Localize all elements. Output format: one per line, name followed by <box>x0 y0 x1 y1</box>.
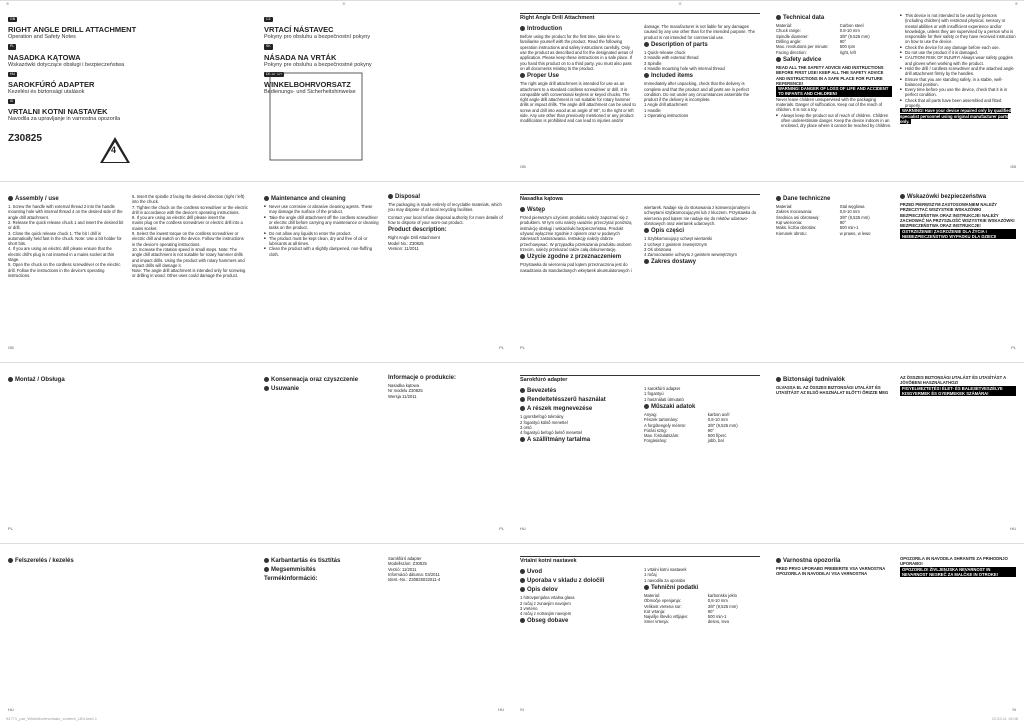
safety-heading: Varnostna opozorila <box>776 558 892 565</box>
intro-heading: Introduction <box>520 26 636 33</box>
tech-label: Spindle diameter: <box>776 33 809 39</box>
tech-row <box>776 231 892 236</box>
cover-title: WINKELBOHRVORSATZ <box>264 79 351 89</box>
info-line: Wersja 11/2011 <box>388 393 417 399</box>
tech-label: Material: <box>776 23 793 29</box>
maintenance-heading: Konserwacja oraz czyszczenie <box>264 377 380 384</box>
pl-page-3 <box>0 371 256 533</box>
tech-label: Kierunek obrotu: <box>776 230 807 236</box>
assembly-step: 5. Open the chuck on the cordless screwdriver or the electric drill. Follow the instructions in the device's operating instructions. <box>8 262 121 278</box>
tech-value: desno, levo <box>707 619 730 625</box>
info-line: Ident.-No.: Z30825032011-4 <box>388 577 441 583</box>
tech-label: Facing direction: <box>776 49 807 55</box>
pl-page-4 <box>256 371 512 533</box>
info-line: Információ dátuma: 03/2011 <box>388 571 440 577</box>
safety-bullet: ■ CAUTION! RISK OF INJURY! Always wear safety goggles and gloves when working with the product. <box>900 55 1016 66</box>
maintenance-heading: Karbantartás és tisztítás <box>264 558 380 565</box>
tech-value: 3/8" (9,525 mm) <box>839 214 870 220</box>
maintenance-item: ■ Never use corrosive or abrasive cleaning agents. These may damage the surface of the product. <box>264 204 380 215</box>
product-line: Version: 11/2011 <box>388 245 419 251</box>
tech-label: Kąt wiercenia: <box>776 219 803 225</box>
assembly-step: 8. If you are using an electric drill please insert the <box>132 215 226 221</box>
part-item: 2 Uchwyt z gwintem zewnętrznym <box>644 241 708 247</box>
tech-label: Smer vrtenja: <box>644 619 669 625</box>
tech-label: Fészek tartomány: <box>644 417 679 423</box>
cover-subtitle: Bedienungs- und Sicherheitshinweise <box>264 88 356 95</box>
disposal-heading: Disposal <box>388 194 504 201</box>
assembly-step: 10. Increase the rotation speed in small steps. Note: The angle drill attachment is not suitable for rotary hammer drills and impact drills. Using the product with rotary hammers and impact drills will damage it. <box>132 246 245 268</box>
row-2 <box>0 181 1024 359</box>
cover-title: RIGHT ANGLE DRILL ATTACHMENT <box>8 25 137 35</box>
disposal-text-2: Contact your local refuse disposal authority for more details of how to dispose of your worn-out product. <box>388 214 503 225</box>
tech-value: 0,8-10 mm <box>707 417 728 423</box>
part-item: 1 hitrovpenjalna vrtalna glava <box>520 595 575 601</box>
part-item: 1 gyorsbefogó tokmány <box>520 414 564 420</box>
tech-label: Območje vpenjanja: <box>644 598 682 604</box>
tech-row <box>644 619 760 624</box>
part-item: 4 fogantyú befogó belső menettel <box>520 430 582 436</box>
proper-use-heading: Proper Use <box>520 73 636 80</box>
cover-subtitle: Pokyny pre obsluhu a bezpečnostné pokyny <box>264 61 372 68</box>
si-page-2 <box>768 552 1024 714</box>
page-number: HU <box>1010 525 1016 531</box>
tech-label: Kot vrtanja: <box>644 608 666 614</box>
safety-bullet: ■ Check that all parts have been assembled and fitted properly. <box>900 98 1016 109</box>
gb-page-4 <box>256 190 512 352</box>
safety-heading: Wskazówki bezpieczeństwa <box>900 194 1016 201</box>
warning: FIGYELMEZTETÉS! ÉLET- ÉS BALESETVESZÉLYE KISGYERMEK ÉS GYERMEKEK SZÁMÁRA! <box>900 386 1016 397</box>
crop-strip: ⊕ ⊕ ⊕ ⊕ <box>6 1 1018 6</box>
safety-box: OLVASSA EL AZ ÖSSZES BIZTONSÁGI UTALÁST ÉS UTASÍTÁST AZ ELSŐ HASZNÁLAT ELŐTT! ŐRIZZE MEG AZ ÖSSZES BIZTONSÁGI UTALÁST ÉS UTASÍTÁST A JÖVŐBENI HASZNÁLATHOZ! <box>776 375 1007 396</box>
maintenance-list-2 <box>264 231 380 257</box>
page-number: HU <box>520 525 526 531</box>
maintenance-item: ■ Take the angle drill attachment off the cordless screwdriver or electric drill before carrying any maintenance or cleaning tasks on the product. <box>264 215 380 231</box>
gb-page-1 <box>512 9 768 171</box>
cover-subtitle: Navodila za upravljanje in varnostna opozorila <box>8 116 121 123</box>
tech-value: 3/8" (9.525 mm) <box>839 33 870 39</box>
page-number: HU <box>8 706 14 712</box>
pl-page-1 <box>512 190 768 352</box>
product-info <box>388 383 504 399</box>
disposal-heading: Megsemmisítés <box>264 567 380 574</box>
parts-list <box>520 414 636 435</box>
hu-page-2 <box>768 371 1024 533</box>
cover-title: NASADKA KĄTOWA <box>8 52 81 62</box>
tech-heading: Technical data <box>776 15 892 22</box>
included-item: 1 Operating instructions <box>644 113 689 119</box>
tech-label: Chuck range: <box>776 28 801 34</box>
tech-label: Fúrási szög: <box>644 427 667 433</box>
intro-heading: Bevezetés <box>520 388 636 395</box>
model-number: Z30825 <box>8 133 42 145</box>
tech-value: 0,8-10 mm <box>707 598 728 604</box>
cover-page-left <box>0 9 256 171</box>
parts-list <box>520 595 636 616</box>
tech-value: karbon acél <box>707 411 730 417</box>
print-footer: 94771_par_Winkelbohrvorsatz_content_LB4.indd 1 22.03.11 15:08 <box>6 716 1018 721</box>
assembly-step: 9. Select the lowest torque on the cordless screwdriver or electric drill and switch on the device. Follow the instructions in the device's operating instructions. <box>132 231 244 247</box>
tech-value: w prawo, w lewo <box>839 230 871 236</box>
hu-page-3 <box>0 552 256 714</box>
tech-label: Zakres mocowania: <box>776 209 813 215</box>
safety-box: PRZED PIERWSZYM ZASTOSOWANIEM NALEŻY PRZECZYTAĆ WSZYSTKIE WSKAZÓWKI BEZPIECZEŃSTWA ORAZ INSTRUKCJE! NALEŻY ZACHOWAĆ NA PRZYSZŁOŚĆ WSZYSTKIE WSKAZÓWKI BEZPIECZEŃSTWA ORAZ INSTRUKCJE! <box>900 202 1015 229</box>
part-item: 3 vreteno <box>520 605 538 611</box>
language-badge: HU <box>10 71 16 76</box>
assembly-step: 6. Insert the spindle 3 facing the desired direction (right / left) into the chuck. <box>132 194 245 205</box>
tech-label: Materiał: <box>776 204 793 210</box>
tech-table <box>776 204 892 236</box>
tech-heading: Tehnični podatki <box>644 585 760 592</box>
safety-heading: Biztonsági tudnivalók <box>776 377 892 384</box>
tech-value: 500 min-1 <box>839 225 859 231</box>
page-number: HU <box>498 706 504 712</box>
product-desc <box>388 235 504 251</box>
tech-value: 90° <box>707 427 715 433</box>
tech-value: 500 min-1 <box>707 614 727 620</box>
included-item: 1 ročaj <box>644 572 657 578</box>
tech-label: Najvišje število vrtljajev: <box>644 614 689 620</box>
language-badge: DE AT CH <box>266 71 282 76</box>
part-item: 2 ročaj z zunanjim navojem <box>520 600 571 606</box>
page-number: PL <box>499 525 504 531</box>
part-item: 3 Oś obrotowa <box>644 246 672 252</box>
info-line: Verzió: 11/2011 <box>388 566 417 572</box>
language-badge: SK <box>266 44 271 49</box>
product-line: Model No.: Z30825 <box>388 240 424 246</box>
danger-text: Never leave children unsupervised with the packaging materials. Danger of suffocation. Keep out of the reach of children. It is not a toy. <box>776 96 883 113</box>
tech-label: Velikost vretena sor: <box>644 603 682 609</box>
assembly-step: mains plug on the cordless screwdriver or electric drill into a mains socket. <box>132 220 243 231</box>
page-number: SI <box>520 706 524 712</box>
included-item: 1 navodila za uporabo <box>644 577 686 583</box>
safety-bullet: ■ Check the device for any damage before each use. <box>900 45 1016 50</box>
assembly-step: 2. Release the quick release chuck 1 and insert the desired bit or drill. <box>8 219 124 231</box>
tech-label: A forgótengely mérete: <box>644 422 687 428</box>
tech-value: Stal węglowa <box>839 204 865 210</box>
safety-bullet: ■ Always keep the product out of reach of children. Children often underestimate danger. Keep the device indoors in an enclosed, dry place where it cannot be reached by children. <box>776 113 892 129</box>
warn-repair: WARNING! Have your device repaired only by qualified specialist personnel using original manufacturer parts only. <box>900 108 1012 124</box>
part-item: 4 Handle mounting hole with internal thread <box>644 65 725 71</box>
safety-bullet: ■ Do not use the product if it is damaged. <box>900 50 1016 55</box>
cover-title: VRTALNI KOTNI NASTAVEK <box>8 107 108 117</box>
tech-value: karbonsko jeklo <box>707 592 737 598</box>
cover-subtitle: Operation and Safety Notes <box>8 34 76 41</box>
safety-bullet: ■ Every time before you use the device, check that it is in perfect condition. <box>900 87 1016 98</box>
included-list <box>644 567 760 583</box>
page-number: PL <box>8 525 13 531</box>
tech-label: Material: <box>644 592 661 598</box>
info-heading: Termékinformáció: <box>264 576 318 583</box>
parts-heading: A részek megnevezése <box>520 406 636 413</box>
gb-page-3 <box>0 190 256 352</box>
part-item: 4 ročaj z notranjim navojem <box>520 611 572 617</box>
cover-title: SAROKFÚRÓ ADAPTER <box>8 79 95 89</box>
included-item: 1 Angle drill attachment <box>644 102 688 108</box>
included-list <box>644 102 760 118</box>
info-line: Nasadka kątowa <box>388 383 419 388</box>
section-header: Vrtalni kotni nastavek <box>520 556 760 564</box>
included-list <box>644 386 760 402</box>
info-heading: Informacje o produkcie: <box>388 375 457 381</box>
part-item: 3 Spindle <box>644 60 662 66</box>
assembly-heading: Assembly / use <box>8 196 124 203</box>
row-1 <box>0 0 1024 178</box>
tech-value: 500 rpm <box>839 44 856 50</box>
maintenance-item: ■ Clean the product with a slightly dampened, non-fluffing cloth. <box>264 246 380 257</box>
danger-warning: WARNING! DANGER OF LOSS OF LIFE AND ACCIDENT TO INFANTS AND CHILDREN! <box>776 86 892 97</box>
product-info <box>388 556 504 572</box>
assembly-heading: Felszerelés / kezelés <box>8 558 124 565</box>
tech-label: Anyag: <box>644 411 658 417</box>
maintenance-heading: Maintenance and cleaning <box>264 196 380 203</box>
section-header: Right Angle Drill Attachment <box>520 13 760 21</box>
tech-table <box>776 23 892 55</box>
info-line: Sarokfúró adapter <box>388 556 422 561</box>
tech-label: Max. revolutions per minute: <box>776 44 829 50</box>
product-desc-heading: Product description: <box>388 227 447 234</box>
page-number: PL <box>499 344 504 350</box>
parts-list <box>644 236 760 257</box>
included-item: 1 Handle <box>644 107 661 113</box>
tech-value: 0.8-10 mm <box>839 28 860 34</box>
row-4 <box>0 543 1024 724</box>
disposal-text: The packaging is made entirely of recyclable materials, which you may dispose of at local recycling facilities. <box>388 202 502 213</box>
use-heading: Rendeltetésszerű használat <box>520 397 636 404</box>
assembly-step: 4. If you are using an electric drill please ensure that the electric drill's plug is not inserted in a mains socket at this stage. <box>8 246 114 263</box>
use-heading: Uporaba v skladu z določili <box>520 578 636 585</box>
tech-heading: Dane techniczne <box>776 196 892 203</box>
tech-value: right, left <box>839 49 856 55</box>
included-item: 1 használati útmutató <box>644 396 684 402</box>
si-page-1 <box>512 552 768 714</box>
tech-table <box>644 412 760 444</box>
info-line: Nr modelu Z30825 <box>388 388 423 394</box>
product-line: Right Angle Drill Attachment <box>388 235 440 241</box>
safety-box: READ ALL THE SAFETY ADVICE AND INSTRUCTIONS BEFORE FIRST USE! KEEP ALL THE SAFETY ADVICE AND INSTRUCTIONS IN A SAFE PLACE FOR FUTURE REFERENCE! <box>776 64 884 86</box>
tech-label: Maks. liczba obrotów: <box>776 225 817 231</box>
drill-attachment-figure <box>266 69 366 164</box>
tech-heading: Műszaki adatok <box>644 404 760 411</box>
tech-value: 90° <box>839 219 847 225</box>
disposal-heading: Usuwanie <box>264 386 380 393</box>
parts-heading: Opis części <box>644 228 760 235</box>
assembly-step: 7. Tighten the chuck on the cordless screwdriver or the electric drill in accordance with the device's operating instructions. <box>132 204 248 215</box>
tech-row <box>776 50 892 55</box>
info-line: Modellszám: Z30825 <box>388 561 427 567</box>
language-badge: PL <box>10 44 15 49</box>
tech-value: jobb, bal <box>707 438 724 444</box>
hu-page-1 <box>512 371 768 533</box>
tech-value: 0,8-10 mm <box>839 209 860 215</box>
tech-label: Max. fordulatszám: <box>644 433 680 439</box>
cover-subtitle: Wskazówki dotyczące obsługi i bezpieczeństwa <box>8 61 125 68</box>
parts-list <box>644 50 760 71</box>
intro-heading: Uvod <box>520 569 636 576</box>
cover-subtitle: Kezelési és biztonsági utalások <box>8 88 85 95</box>
tech-value: Carbon steel <box>839 23 864 29</box>
safety-box: PRED PRVO UPORABO PREBERITE VSA VARNOSTNA OPOZORILA IN NAVODILA! VSA VARNOSTNA OPOZORILA IN NAVODILA SHRANITE ZA PRIHODNJO UPORABO! <box>776 556 1008 577</box>
warning: OSTRZEŻENIE! ZAGROŻENIE DLA ŻYCIA I NIEBEZPIECZEŃSTWO WYPADKU DLA DZIECI! <box>900 229 1016 240</box>
included-heading: Included items <box>644 73 760 80</box>
assembly-heading: Montaż / Obsługa <box>8 377 124 384</box>
cover-page-right <box>256 9 512 171</box>
pl-page-2 <box>768 190 1024 352</box>
maintenance-list <box>264 204 380 230</box>
safety-bullet: ■ Ensure that you are standing safely, in a stable, well-balanced position. <box>900 77 1016 88</box>
use-text: Przystawka do wiercenia pod kątem przeznaczona jest do nasadzania do standardowych wkrętarek akumulatorowych i wiertarek. Nadaje się do stosowania z konwencjonalnymi uchwytami szybkomocującymi lub z kluczem. Przystawka do wiercenia pod kątem nie nadaje się do młotów udarowo-obrotowych oraz wiertarek udarowych. <box>520 205 757 273</box>
tech-table <box>644 593 760 625</box>
language-badge: CZ <box>266 17 271 21</box>
tech-label: Forgásirány: <box>644 438 668 444</box>
gb-page-2 <box>768 9 1024 171</box>
intro-heading: Wstęp <box>520 207 636 214</box>
maintenance-item: ■ Do not allow any liquids to enter the product. <box>264 231 380 236</box>
warning-triangle-icon: 4 <box>100 137 130 163</box>
section-header: Sarokfúró adapter <box>520 375 760 383</box>
tech-label: Średnica osi obrotowej: <box>776 214 820 220</box>
language-badge: SI <box>10 98 14 103</box>
included-heading: Zakres dostawy <box>644 259 760 266</box>
included-item: 1 sarokfúró adapter <box>644 386 681 391</box>
part-item: 1 Quick-release chuck <box>644 49 686 55</box>
included-heading: Obseg dobave <box>520 618 636 625</box>
row-3 <box>0 362 1024 540</box>
page-number: GB <box>1010 163 1016 169</box>
tech-value: 3/8" (9,525 mm) <box>707 603 738 609</box>
section-header: Nasadka kątowa <box>520 194 760 202</box>
safety-heading: Safety advice <box>776 57 892 64</box>
intro-text: Before using the product for the first time, take time to familiarise yourself with the product. Read the following operation instructions and safety instructions carefully. Only use the product as described and for the designated areas of application. Please keep these instructions in a safe place. If you hand this product on to a third party, you must also pass on all documents relating to the product. <box>520 34 633 71</box>
tech-value: 90° <box>707 608 715 614</box>
page-number: GB <box>520 163 526 169</box>
included-item: 1 vrtalni kotni nastavek <box>644 567 687 572</box>
part-item: 2 fogantyú külső menettel <box>520 419 568 425</box>
product-info-2 <box>388 572 504 583</box>
tech-label: Drilling angle: <box>776 38 802 44</box>
parts-heading: Opis delov <box>520 587 636 594</box>
tech-value: 90° <box>839 38 847 44</box>
part-item: 1 Szybkomocujący uchwyt wiertarski <box>644 236 712 242</box>
assembly-step: 3. Close the quick release chuck 1. The bit / drill is automatically held fast in the chuck. Note: Use a bit holder for short bits. <box>8 230 122 247</box>
tech-value: 3/8" (9,525 mm) <box>707 422 738 428</box>
intro-text: Przed pierwszym użyciem produktu należy zapoznać się z produktem. W tym celu należy uważnie przeczytać poniższą instrukcję obsługi i wskazówki bezpieczeństwa. Produkt używać wyłącznie zgodnie z opisem oraz w podanych zakresach zastosowania. Instrukcję należy dobrze przechowywać. W przypadku przekazania produktu osobom trzecim, należy przekazać także całą dokumentację. <box>520 215 632 252</box>
page-number: GB <box>8 344 14 350</box>
use-heading: Użycie zgodne z przeznaczeniem <box>520 254 636 261</box>
part-item: 2 Handle with external thread <box>644 55 699 61</box>
tech-value: 500 f/perc <box>707 433 727 439</box>
tech-row <box>644 438 760 443</box>
included-heading: A szállítmány tartalma <box>520 437 636 444</box>
assembly-step: 1. Screw the handle with external thread 2 into the handle mounting hole with internal thread 4 on the desired side of the angle drill attachment. <box>8 204 123 220</box>
assembly-step: Note: The angle drill attachment is intended only for screwing or drilling in wood. Other uses could damage the product. <box>132 268 246 279</box>
language-badge: GB <box>10 17 16 21</box>
part-item: 3 orsó <box>520 424 532 430</box>
page-number: PL <box>520 344 525 350</box>
warning: OPOZORILO! ŽIVLJENJSKA NEVARNOST IN NEVARNOST NESREČ ZA MALČKE IN OTROKE! <box>900 567 1016 578</box>
safety-bullet: ■ This device is not intended to be used by persons (including children) with restricted physical, sensory or mental abilities or with insufficient experience and/or knowledge, unless they are supervised by a person who is responsible for their safety or they have received instruction on how to use the device. <box>900 13 1016 45</box>
proper-use-text: The right angle drill attachment is intended for use as an attachment to a standard cordless screwdriver or drill. It is compatible with conventional keyless or keyed chucks. The right angle drill attachment is not suitable for rotary hammer drills or impact drills. The angle drill attachment can be used to screw and drill into wood at an angle of 90°, to the right or left side. Any use other than previously mentioned or any product modification is prohibited and can lead to injuries and/or damage. The manufacturer is not liable for any damages caused by any use other than for the intended purpose. The product is not intended for commercial use. <box>520 24 755 124</box>
safety-bullet: ■ Hold the drill / cordless screwdriver and the attached angle drill attachment firmly by the handles. <box>900 66 1016 77</box>
page-number: PL <box>1011 344 1016 350</box>
parts-heading: Description of parts <box>644 42 760 49</box>
included-item: 1 fogantyú <box>644 391 664 397</box>
assembly-steps-cont <box>132 220 248 278</box>
page-number: SI <box>1012 706 1016 712</box>
included-text: Immediately after unpacking, check that the delivery is complete and that the product and all parts are in perfect condition. Do not under any circumstances assemble the product if the delivery is incomplete. <box>644 81 750 103</box>
cover-title: NÁSADA NA VRTÁK <box>264 52 337 62</box>
cover-subtitle: Pokyny pro obsluhu a bezpečnostní pokyny <box>264 34 371 41</box>
hu-page-4 <box>256 552 512 714</box>
maintenance-item: ■ The product must be kept clean, dry and free of oil or lubricants at all times. <box>264 236 380 247</box>
cover-title: VRTACÍ NÁSTAVEC <box>264 25 334 35</box>
part-item: 4 Zamocowanie uchwytu z gwintem wewnętrznym <box>644 252 737 258</box>
